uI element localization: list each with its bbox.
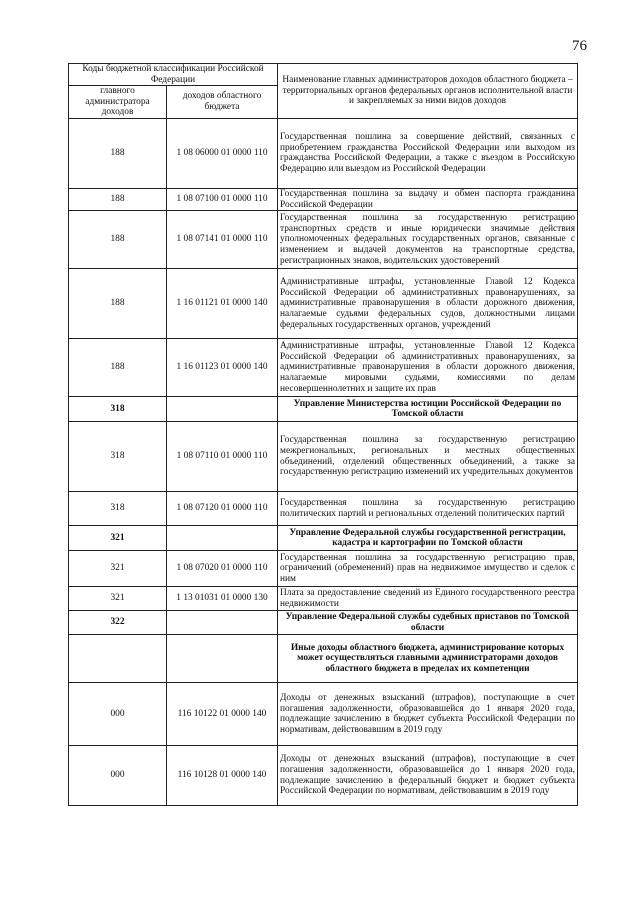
- income-code-cell: 1 08 07120 01 0000 110: [167, 492, 278, 526]
- description-cell: Государственная пошлина за совершение действий, связанных с приобретением гражданства Российской Федерации или выходом из гражданства Российской Федерации, а также с въездом в Российскую Федерацию или выездом из Российской Федерации: [278, 118, 578, 188]
- income-code-cell: 1 13 01031 01 0000 130: [167, 587, 278, 611]
- income-code-cell: 1 08 07100 01 0000 110: [167, 188, 278, 210]
- admin-code-cell: 188: [69, 188, 167, 210]
- admin-code-cell: 321: [69, 587, 167, 611]
- section-heading-cell: Управление Министерства юстиции Российской Федерации по Томской области: [278, 397, 578, 422]
- income-code-cell: 116 10128 01 0000 140: [167, 746, 278, 806]
- admin-code-cell: 321: [69, 526, 167, 551]
- admin-code-cell: 318: [69, 492, 167, 526]
- description-cell: Государственная пошлина за государственную регистрацию транспортных средств и иные юридически значимые действия уполномоченных федеральных государственных органов, связанные с изменением и выдачей документов на транспортные средства, регистрационных знаков, водительских удостоверений: [278, 211, 578, 269]
- income-code-cell: 1 08 06000 01 0000 110: [167, 118, 278, 188]
- header-admin-column: главного администратора доходов: [69, 86, 167, 119]
- description-cell: Государственная пошлина за государственную регистрацию политических партий и региональных отделений политических партий: [278, 492, 578, 526]
- table-row: [69, 683, 578, 746]
- description-cell: Государственная пошлина за выдачу и обмен паспорта гражданина Российской Федерации: [278, 188, 578, 210]
- income-code-cell: [167, 611, 278, 635]
- header-name-column: Наименование главных администраторов доходов областного бюджета – территориальных органов федеральных органов исполнительной власти и закрепляемых за ними видов доходов: [278, 64, 578, 119]
- description-cell: Государственная пошлина за государственную регистрацию межрегиональных, региональных и местных общественных объединений, отделений общественных объединений, а также за государственную регистрацию изменений их учредительных документов: [278, 422, 578, 492]
- table-row: [69, 587, 578, 611]
- admin-code-cell: 322: [69, 611, 167, 635]
- description-cell: Административные штрафы, установленные Главой 12 Кодекса Российской Федерации об административных правонарушениях, за административные правонарушения в области дорожного движения, налагаемые судьями федеральных судов, должностными лицами федеральных государственных органов, учреждений: [278, 269, 578, 339]
- income-code-cell: 1 08 07020 01 0000 110: [167, 551, 278, 587]
- income-code-cell: [167, 526, 278, 551]
- income-code-cell: [167, 635, 278, 683]
- income-code-cell: 1 08 07110 01 0000 110: [167, 422, 278, 492]
- income-code-cell: 1 16 01123 01 0000 140: [167, 339, 278, 397]
- table-row: [69, 551, 578, 587]
- description-cell: Административные штрафы, установленные Главой 12 Кодекса Российской Федерации об административных правонарушениях, за административные правонарушения в области дорожного движения, налагаемые мировыми судьями, комиссиями по делам несовершеннолетних и защите их прав: [278, 339, 578, 397]
- table-row: [69, 339, 578, 397]
- table-header: [69, 64, 578, 119]
- description-cell: Плата за предоставление сведений из Единого государственного реестра недвижимости: [278, 587, 578, 611]
- admin-code-cell: 318: [69, 397, 167, 422]
- section-heading-cell: Иные доходы областного бюджета, администрирование которых может осуществляться главными администраторами доходов областного бюджета в пределах их компетенции: [278, 635, 578, 683]
- income-code-cell: [167, 397, 278, 422]
- table-row: [69, 188, 578, 210]
- admin-code-cell: [69, 635, 167, 683]
- admin-code-cell: 188: [69, 269, 167, 339]
- admin-code-cell: 000: [69, 683, 167, 746]
- table-row: [69, 492, 578, 526]
- admin-code-cell: 188: [69, 211, 167, 269]
- admin-code-cell: 000: [69, 746, 167, 806]
- table-body: [69, 118, 578, 805]
- header-income-column: доходов областного бюджета: [167, 86, 278, 119]
- table-row: [69, 211, 578, 269]
- income-code-cell: 1 16 01121 01 0000 140: [167, 269, 278, 339]
- admin-code-cell: 188: [69, 118, 167, 188]
- page-number: 76: [572, 38, 587, 54]
- admin-code-cell: 321: [69, 551, 167, 587]
- table-row: [69, 269, 578, 339]
- budget-classification-table: [68, 63, 578, 806]
- table-row: [69, 746, 578, 806]
- admin-code-cell: 188: [69, 339, 167, 397]
- section-heading-row: [69, 526, 578, 551]
- admin-code-cell: 318: [69, 422, 167, 492]
- section-heading-row: [69, 611, 578, 635]
- income-code-cell: 1 08 07141 01 0000 110: [167, 211, 278, 269]
- section-heading-cell: Управление Федеральной службы государственной регистрации, кадастра и картографии по Томской области: [278, 526, 578, 551]
- description-cell: Доходы от денежных взысканий (штрафов), поступающие в счет погашения задолженности, образовавшейся до 1 января 2020 года, подлежащие зачислению в бюджет субъекта Российской Федерации по нормативам, действовавшим в 2019 году: [278, 683, 578, 746]
- table-row: [69, 118, 578, 188]
- section-heading-row: [69, 397, 578, 422]
- header-codes-group: Коды бюджетной классификации Российской Федерации: [69, 64, 278, 86]
- description-cell: Доходы от денежных взысканий (штрафов), поступающие в счет погашения задолженности, образовавшейся до 1 января 2020 года, подлежащие зачислению в федеральный бюджет и бюджет субъекта Российской Федерации по нормативам, действовавшим в 2019 году: [278, 746, 578, 806]
- description-cell: Государственная пошлина за государственную регистрацию прав, ограничений (обременений) прав на недвижимое имущество и сделок с ним: [278, 551, 578, 587]
- section-heading-cell: Управление Федеральной службы судебных приставов по Томской области: [278, 611, 578, 635]
- table-row: [69, 422, 578, 492]
- income-code-cell: 116 10122 01 0000 140: [167, 683, 278, 746]
- section-heading-row: [69, 635, 578, 683]
